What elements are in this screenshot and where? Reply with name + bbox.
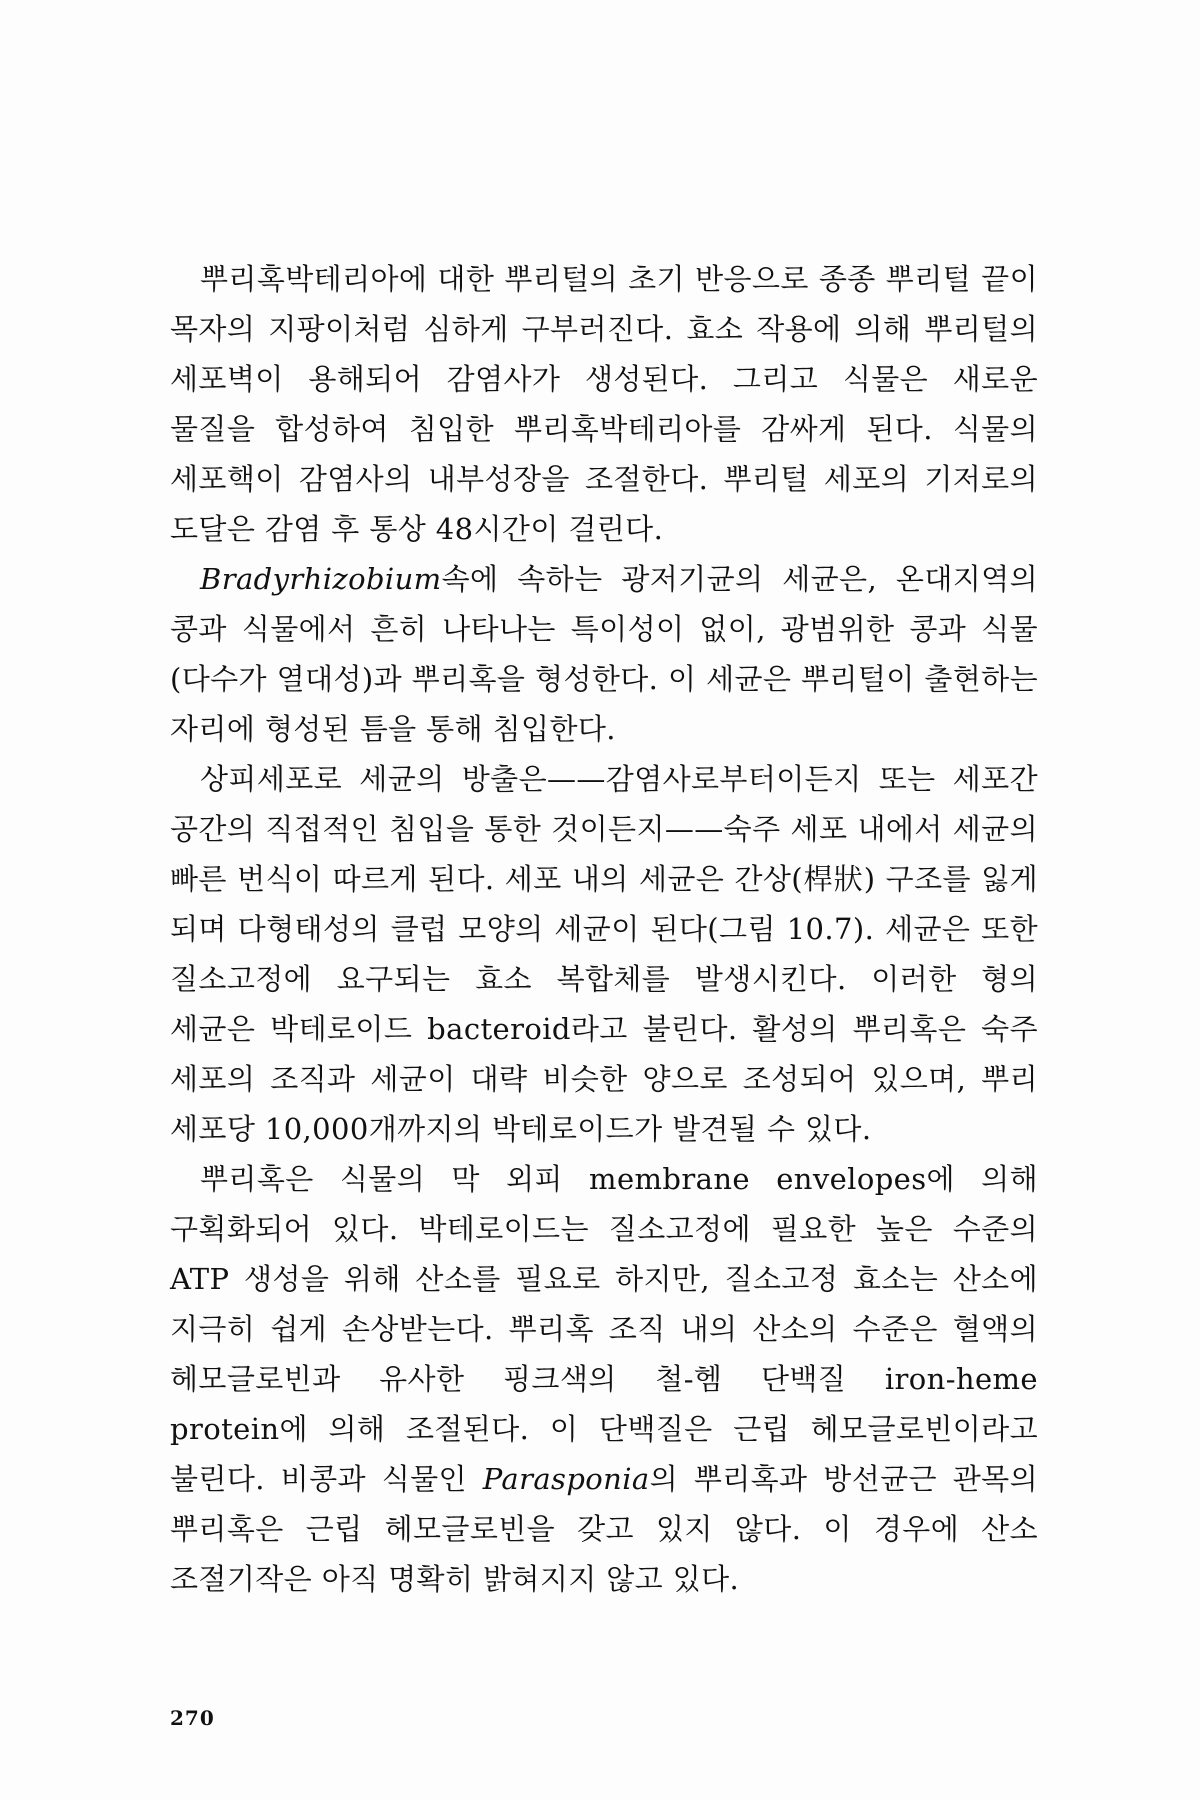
paragraph-1	[170, 254, 1038, 554]
paragraph-4-text-a: 뿌리혹은 식물의 막 외피 membrane envelopes에 의해 구획화되어 있다. 박테로이드는 질소고정에 필요한 높은 수준의 ATP 생성을 위해 산소를 필요로 하지만, 질소고정 효소는 산소에 지극히 쉽게 손상받는다. 뿌리혹 조직 내의 산소의 수준은 혈액의 헤모글로빈과 유사한 핑크색의 철-헴 단백질 iron-heme protein에 의해 조절된다. 이 단백질은 근립 헤모글로빈이라고 불린다. 비콩과 식물인	[170, 1162, 1038, 1496]
genus-name-parasponia: Parasponia	[482, 1462, 650, 1496]
paragraph-3	[170, 754, 1038, 1154]
paragraph-4	[170, 1154, 1038, 1604]
paragraph-2	[170, 554, 1038, 754]
genus-name-bradyrhizobium: Bradyrhizobium	[200, 562, 442, 596]
paragraph-2-text: 속에 속하는 광저기균의 세균은, 온대지역의 콩과 식물에서 흔히 나타나는 특이성이 없이, 광범위한 콩과 식물(다수가 열대성)과 뿌리혹을 형성한다. 이 세균은 뿌리털이 출현하는 자리에 형성된 틈을 통해 침입한다.	[170, 562, 1038, 746]
paragraph-1-text: 뿌리혹박테리아에 대한 뿌리털의 초기 반응으로 종종 뿌리털 끝이 목자의 지팡이처럼 심하게 구부러진다. 효소 작용에 의해 뿌리털의 세포벽이 용해되어 감염사가 생성된다. 그리고 식물은 새로운 물질을 합성하여 침입한 뿌리혹박테리아를 감싸게 된다. 식물의 세포핵이 감염사의 내부성장을 조절한다. 뿌리털 세포의 기저로의 도달은 감염 후 통상 48시간이 걸린다.	[170, 262, 1038, 546]
body-text	[170, 254, 1038, 1604]
paragraph-3-text: 상피세포로 세균의 방출은——감염사로부터이든지 또는 세포간 공간의 직접적인 침입을 통한 것이든지——숙주 세포 내에서 세균의 빠른 번식이 따르게 된다. 세포 내의 세균은 간상(桿狀) 구조를 잃게 되며 다형태성의 클럽 모양의 세균이 된다(그림 10.7). 세균은 또한 질소고정에 요구되는 효소 복합체를 발생시킨다. 이러한 형의 세균은 박테로이드 bacteroid라고 불린다. 활성의 뿌리혹은 숙주 세포의 조직과 세균이 대략 비슷한 양으로 조성되어 있으며, 뿌리 세포당 10,000개까지의 박테로이드가 발견될 수 있다.	[170, 762, 1038, 1146]
paragraph-4-text-b: 의 뿌리혹과 방선균근 관목의 뿌리혹은 근립 헤모글로빈을 갖고 있지 않다. 이 경우에 산소 조절기작은 아직 명확히 밝혀지지 않고 있다.	[170, 1462, 1038, 1596]
page-number: 270	[170, 1706, 215, 1730]
